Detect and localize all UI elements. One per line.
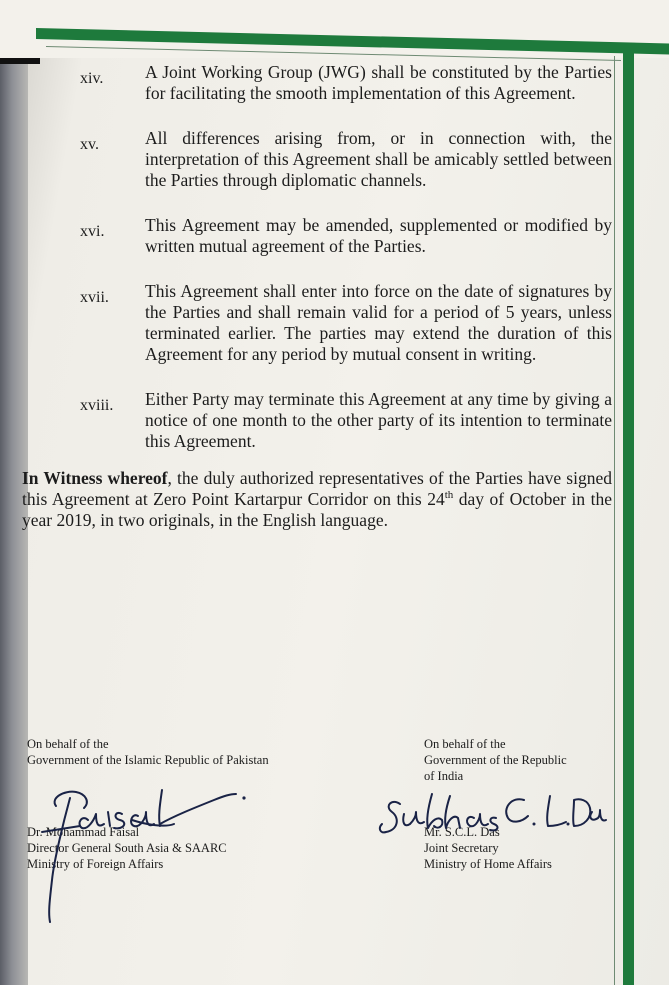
witness-paragraph: [22, 468, 612, 531]
witness-ordinal-suffix: th: [444, 489, 454, 502]
clause-text: Either Party may terminate this Agreement at any time by giving a notice of one month to the other party of its intention to terminate this Agreement.: [145, 389, 612, 451]
clause-number: xvi.: [80, 223, 105, 240]
signatory-title: Director General South Asia & SAARC: [27, 841, 227, 855]
clause-text: All differences arising from, or in connection with, the interpretation of this Agreement shall be amicably settled between the Parties through diplomatic channels.: [145, 128, 612, 190]
witness-text-end: day of October in the year 2019, in two originals, in the English language.: [22, 489, 612, 530]
signatory-ministry: Ministry of Foreign Affairs: [27, 857, 164, 871]
on-behalf-label: On behalf of the: [424, 737, 506, 751]
clause-text: This Agreement shall enter into force on the date of signatures by the Parties and shall remain valid for a period of 5 years, unless terminated earlier. The parties may extend the duration of this Agreement for any period by mutual consent in writing.: [145, 281, 612, 364]
government-name: Government of the Islamic Republic of Pakistan: [27, 753, 269, 767]
clause-number: xv.: [80, 136, 99, 153]
government-name-cont: of India: [424, 769, 464, 783]
signature-faisal: [24, 780, 264, 930]
witness-heading: In Witness whereof: [22, 468, 168, 488]
clause-xiv: [22, 62, 612, 104]
clause-text: A Joint Working Group (JWG) shall be constituted by the Parties for facilitating the smooth implementation of this Agreement.: [145, 62, 612, 103]
signatory-name: Dr. Mohammad Faisal: [27, 825, 140, 839]
green-border-right: [623, 44, 634, 985]
signatory-name: Mr. S.C.L. Das: [424, 825, 500, 839]
on-behalf-label: On behalf of the: [27, 737, 109, 751]
agreement-body: [22, 62, 612, 531]
clause-xvii: [22, 281, 612, 365]
clause-text: This Agreement may be amended, supplemented or modified by written mutual agreement of the Parties.: [145, 215, 612, 256]
signatory-title: Joint Secretary: [424, 841, 499, 855]
clause-xviii: [22, 389, 612, 452]
clause-xvi: [22, 215, 612, 257]
signature-das: [378, 790, 608, 850]
clause-number: xiv.: [80, 70, 104, 87]
inner-border-right: [614, 56, 615, 985]
clause-number: xvii.: [80, 289, 109, 306]
signatory-ministry: Ministry of Home Affairs: [424, 857, 552, 871]
clause-number: xviii.: [80, 397, 114, 414]
clause-xv: [22, 128, 612, 191]
government-name: Government of the Republic: [424, 753, 567, 767]
witness-text: , the duly authorized representatives of the Parties have signed this Agreement at Zero Point Kartarpur Corridor on this 24: [22, 468, 613, 509]
